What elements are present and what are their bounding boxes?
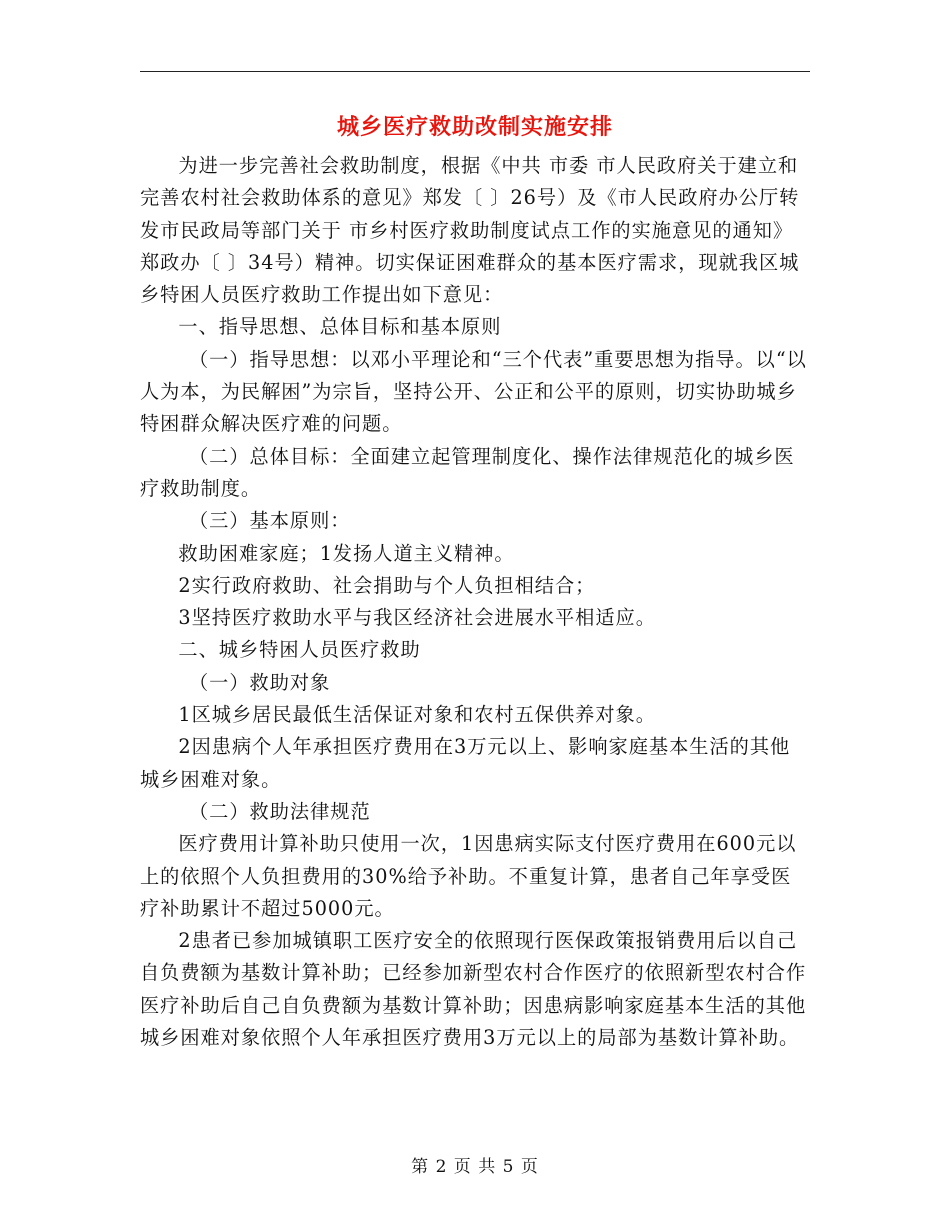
paragraph-overall-goal: （二）总体目标：全面建立起管理制度化、操作法律规范化的城乡医疗救助制度。 (140, 444, 795, 500)
paragraph-basic-principles: （三）基本原则： (188, 509, 351, 533)
document-body (140, 150, 810, 1054)
list-item: 2因患病个人年承担医疗费用在3万元以上、影响家庭基本生活的其他城乡困难对象。 (140, 735, 791, 791)
paragraph-guiding-ideology: （一）指导思想：以邓小平理论和“三个代表”重要思想为指导。以“以人为本，为民解困”为宗旨，坚持公开、公正和公平的原则，切实协助城乡特困群众解决医疗难的问题。 (140, 347, 807, 436)
principle-item: 2实行政府救助、社会捐助与个人负担相结合； (178, 573, 596, 597)
principle-item: 救助困难家庭；1发扬人道主义精神。 (178, 541, 515, 565)
section-heading-2: 二、城乡特困人员医疗救助 (178, 638, 421, 662)
header-rule (140, 71, 810, 72)
list-item: 1区城乡居民最低生活保证对象和农村五保供养对象。 (178, 703, 656, 727)
section-heading-1: 一、指导思想、总体目标和基本原则 (178, 315, 502, 339)
principle-item: 3坚持医疗救助水平与我区经济社会进展水平相适应。 (178, 606, 656, 630)
document-title: 城乡医疗救助改制实施安排 (336, 114, 613, 140)
page-number: 第 2 页 共 5 页 (411, 1157, 539, 1177)
subsection-heading: （一）救助对象 (188, 670, 331, 694)
paragraph-standard-2: 2患者已参加城镇职工医疗安全的依照现行医保政策报销费用后以自己自负费额为基数计算补助；已经参加新型农村合作医疗的依照新型农村合作医疗补助后自己自负费额为基数计算补助；因患病影响家庭基本生活的其他城乡困难对象依照个人年承担医疗费用3万元以上的局部为基数计算补助。 (140, 929, 807, 1050)
paragraph-intro: 为进一步完善社会救助制度，根据《中共 市委 市人民政府关于建立和完善农村社会救助体系的意见》郑发〔 〕26号）及《市人民政府办公厅转发市民政局等部门关于 市乡村医疗救助制度试点工作的实施意见的通知》郑政办〔 〕34号）精神。切实保证困难群众的基本医疗需求，现就我区城乡特困人员医疗救助工作提出如下意见： (140, 154, 800, 307)
paragraph-standard-1: 医疗费用计算补助只使用一次，1因患病实际支付医疗费用在600元以上的依照个人负担费用的30%给予补助。不重复计算，患者自己年享受医疗补助累计不超过5000元。 (140, 832, 797, 920)
subsection-heading: （二）救助法律规范 (188, 799, 371, 823)
